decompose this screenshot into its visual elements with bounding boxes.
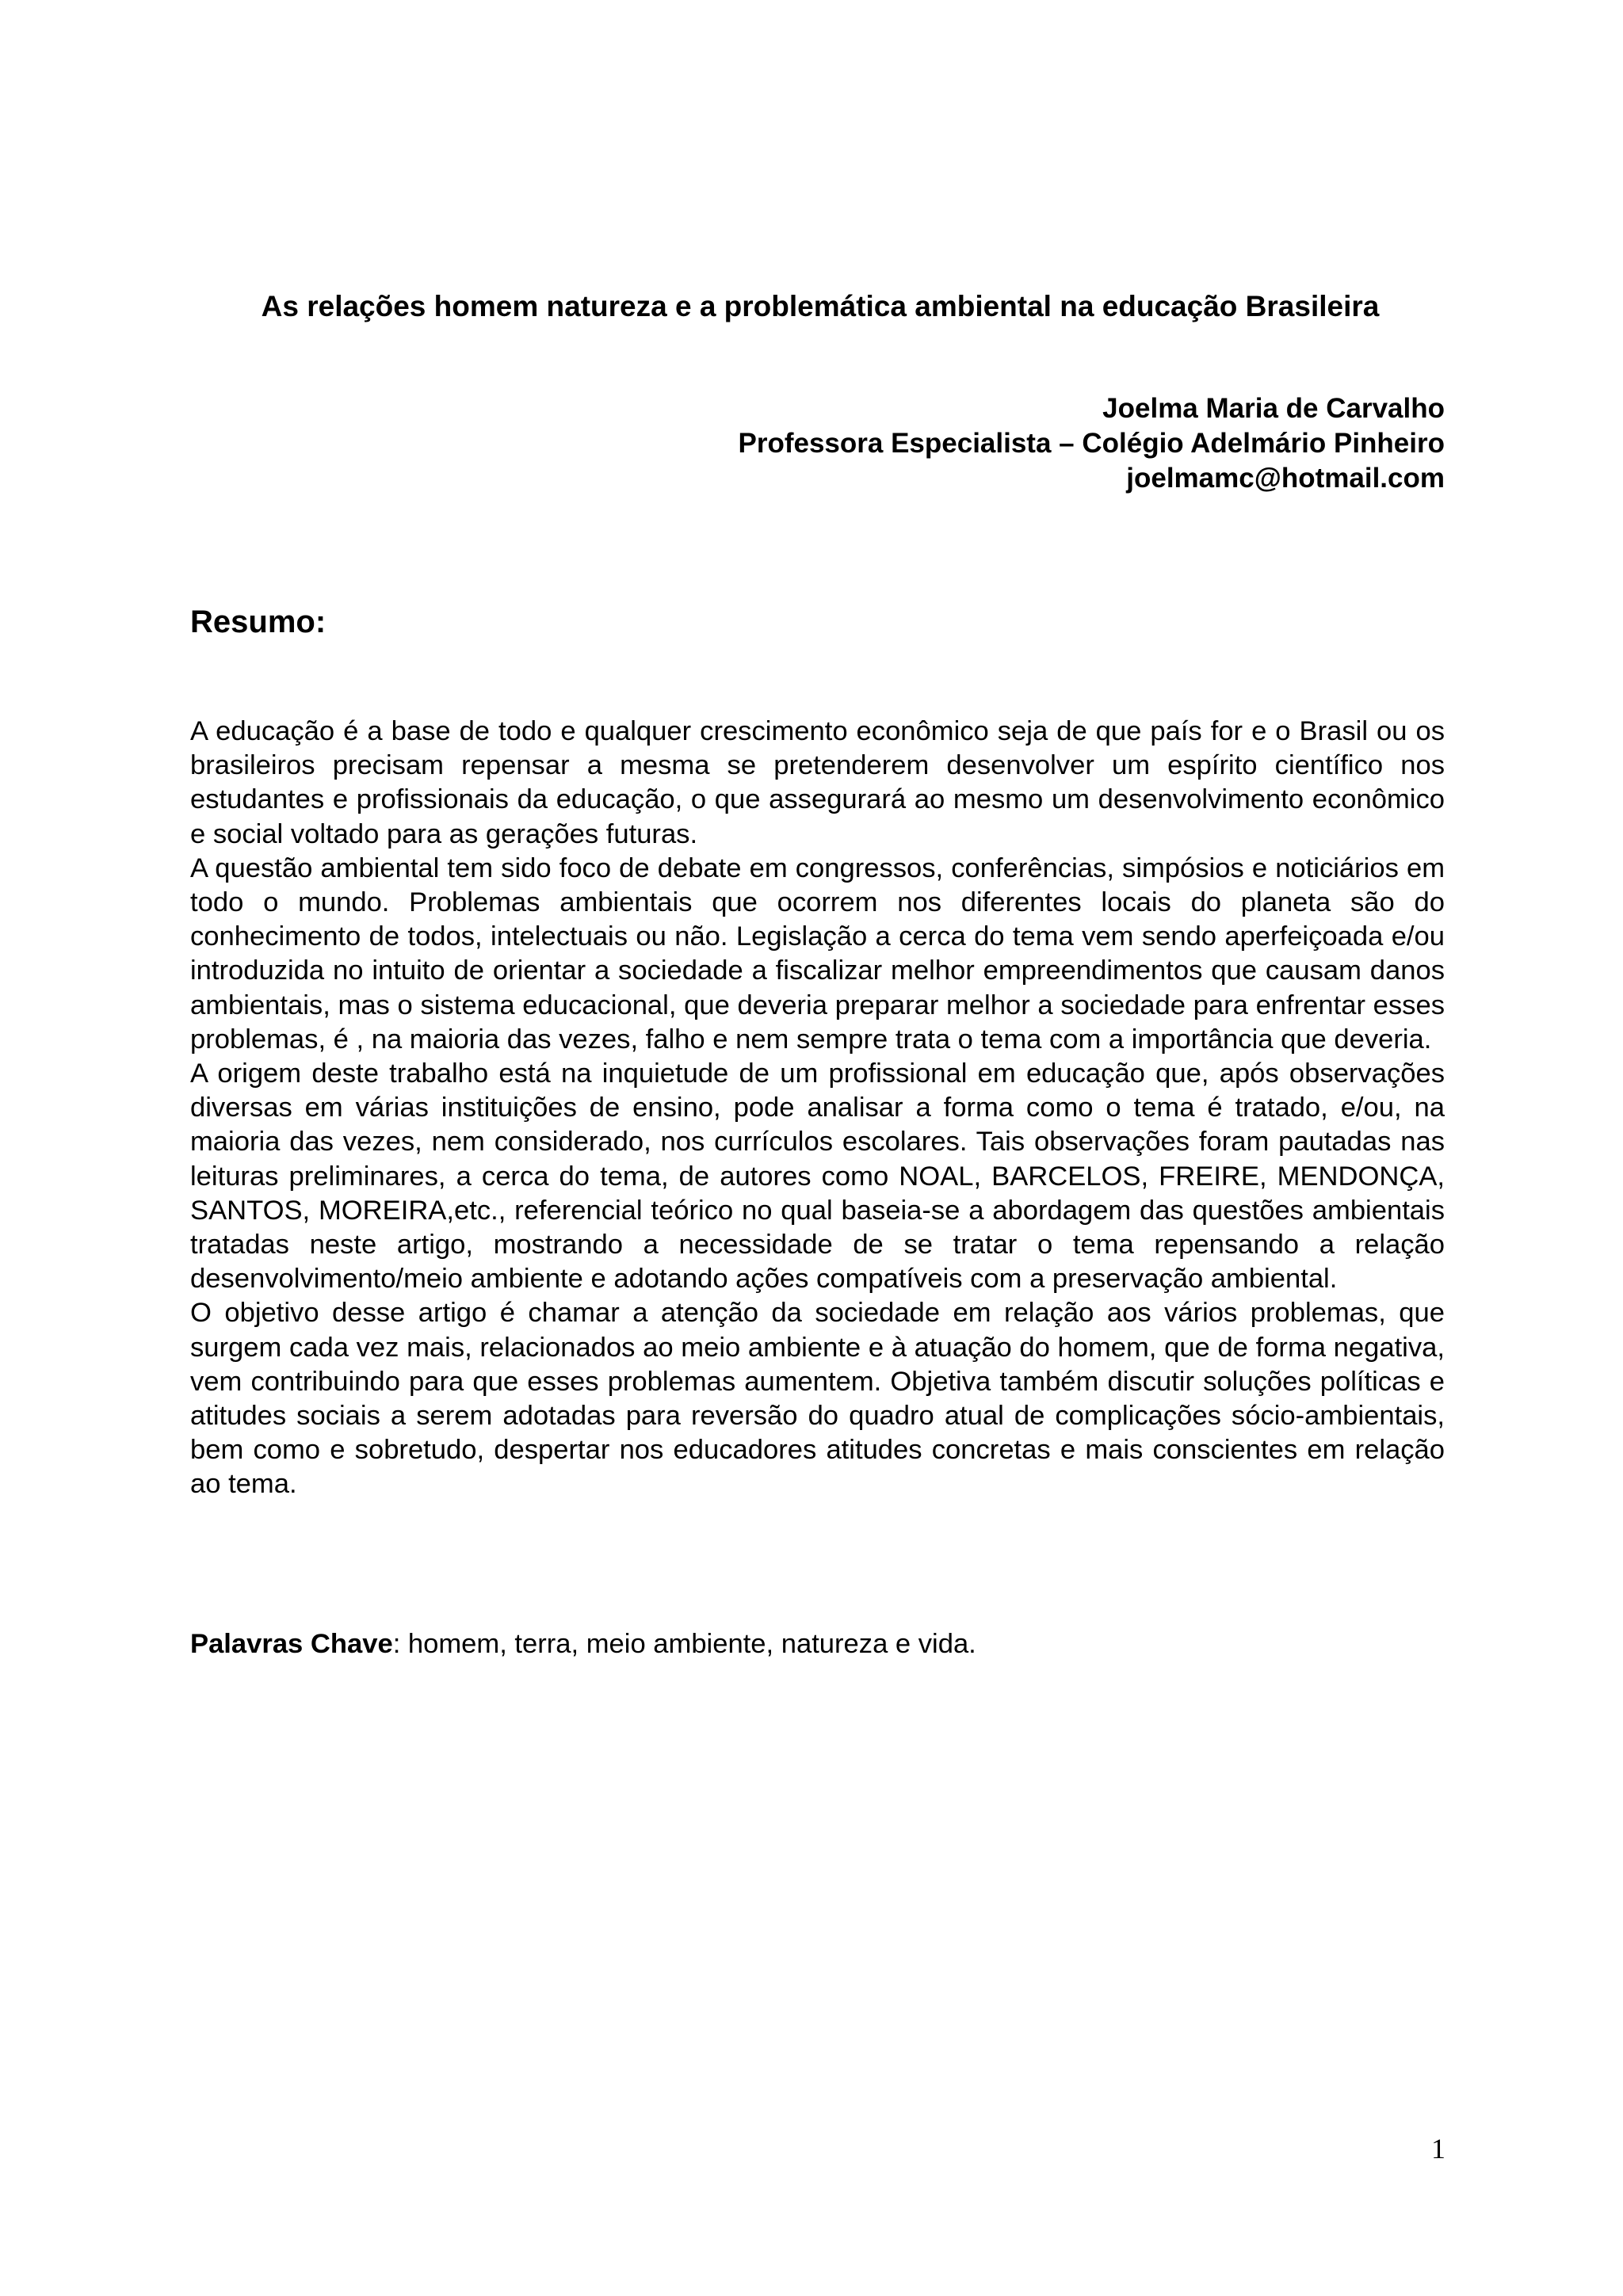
page-number: 1 <box>1431 2133 1445 2164</box>
keywords-text: homem, terra, meio ambiente, natureza e vida. <box>400 1629 976 1659</box>
keywords-label: Palavras Chave <box>190 1629 393 1659</box>
author-position: Professora Especialista – Colégio Adelmário Pinheiro <box>738 428 1445 459</box>
document-title: As relações homem natureza e a problemática ambiental na educação Brasileira <box>261 290 1380 322</box>
abstract-heading: Resumo: <box>190 605 327 639</box>
abstract-paragraph: A educação é a base de todo e qualquer crescimento econômico seja de que país for e o Brasil ou os brasileiros precisam repensar a mesma se pretenderem desenvolver um espírito científico nos estudantes e profissionais da educação, o que assegurará ao mesmo um desenvolvimento econômico e social voltado para as gerações futuras. <box>190 716 1445 849</box>
abstract-body <box>190 715 1445 1502</box>
abstract-paragraph: O objetivo desse artigo é chamar a atenção da sociedade em relação aos vários problemas, que surgem cada vez mais, relacionados ao meio ambiente e à atuação do homem, que de forma negativa, vem contribuindo para que esses problemas aumentem. Objetiva também discutir soluções políticas e atitudes sociais a serem adotadas para reversão do quadro atual de complicações sócio-ambientais, bem como e sobretudo, despertar nos educadores atitudes concretas e mais conscientes em relação ao tema. <box>190 1298 1445 1500</box>
keywords-separator: : <box>392 1629 401 1659</box>
keywords-line <box>190 1627 1445 1661</box>
author-email: joelmamc@hotmail.com <box>1126 463 1445 494</box>
author-block <box>444 391 1445 496</box>
abstract-paragraph: A origem deste trabalho está na inquietude de um profissional em educação que, após observações diversas em várias instituições de ensino, pode analisar a forma como o tema é tratado, e/ou, na maioria das vezes, nem considerado, nos currículos escolares. Tais observações foram pautadas nas leituras preliminares, a cerca do tema, de autores como NOAL, BARCELOS, FREIRE, MENDONÇA, SANTOS, MOREIRA,etc., referencial teórico no qual baseia-se a abordagem das questões ambientais tratadas neste artigo, mostrando a necessidade de se tratar o tema repensando a relação desenvolvimento/meio ambiente e adotando ações compatíveis com a preservação ambiental. <box>190 1058 1445 1295</box>
abstract-paragraph: A questão ambiental tem sido foco de debate em congressos, conferências, simpósios e noticiários em todo o mundo. Problemas ambientais que ocorrem nos diferentes locais do planeta são do conhecimento de todos, intelectuais ou não. Legislação a cerca do tema vem sendo aperfeiçoada e/ou introduzida no intuito de orientar a sociedade a fiscalizar melhor empreendimentos que causam danos ambientais, mas o sistema educacional, que deveria preparar melhor a sociedade para enfrentar esses problemas, é , na maioria das vezes, falho e nem sempre trata o tema com a importância que deveria. <box>190 852 1445 1055</box>
author-name: Joelma Maria de Carvalho <box>1102 393 1445 424</box>
